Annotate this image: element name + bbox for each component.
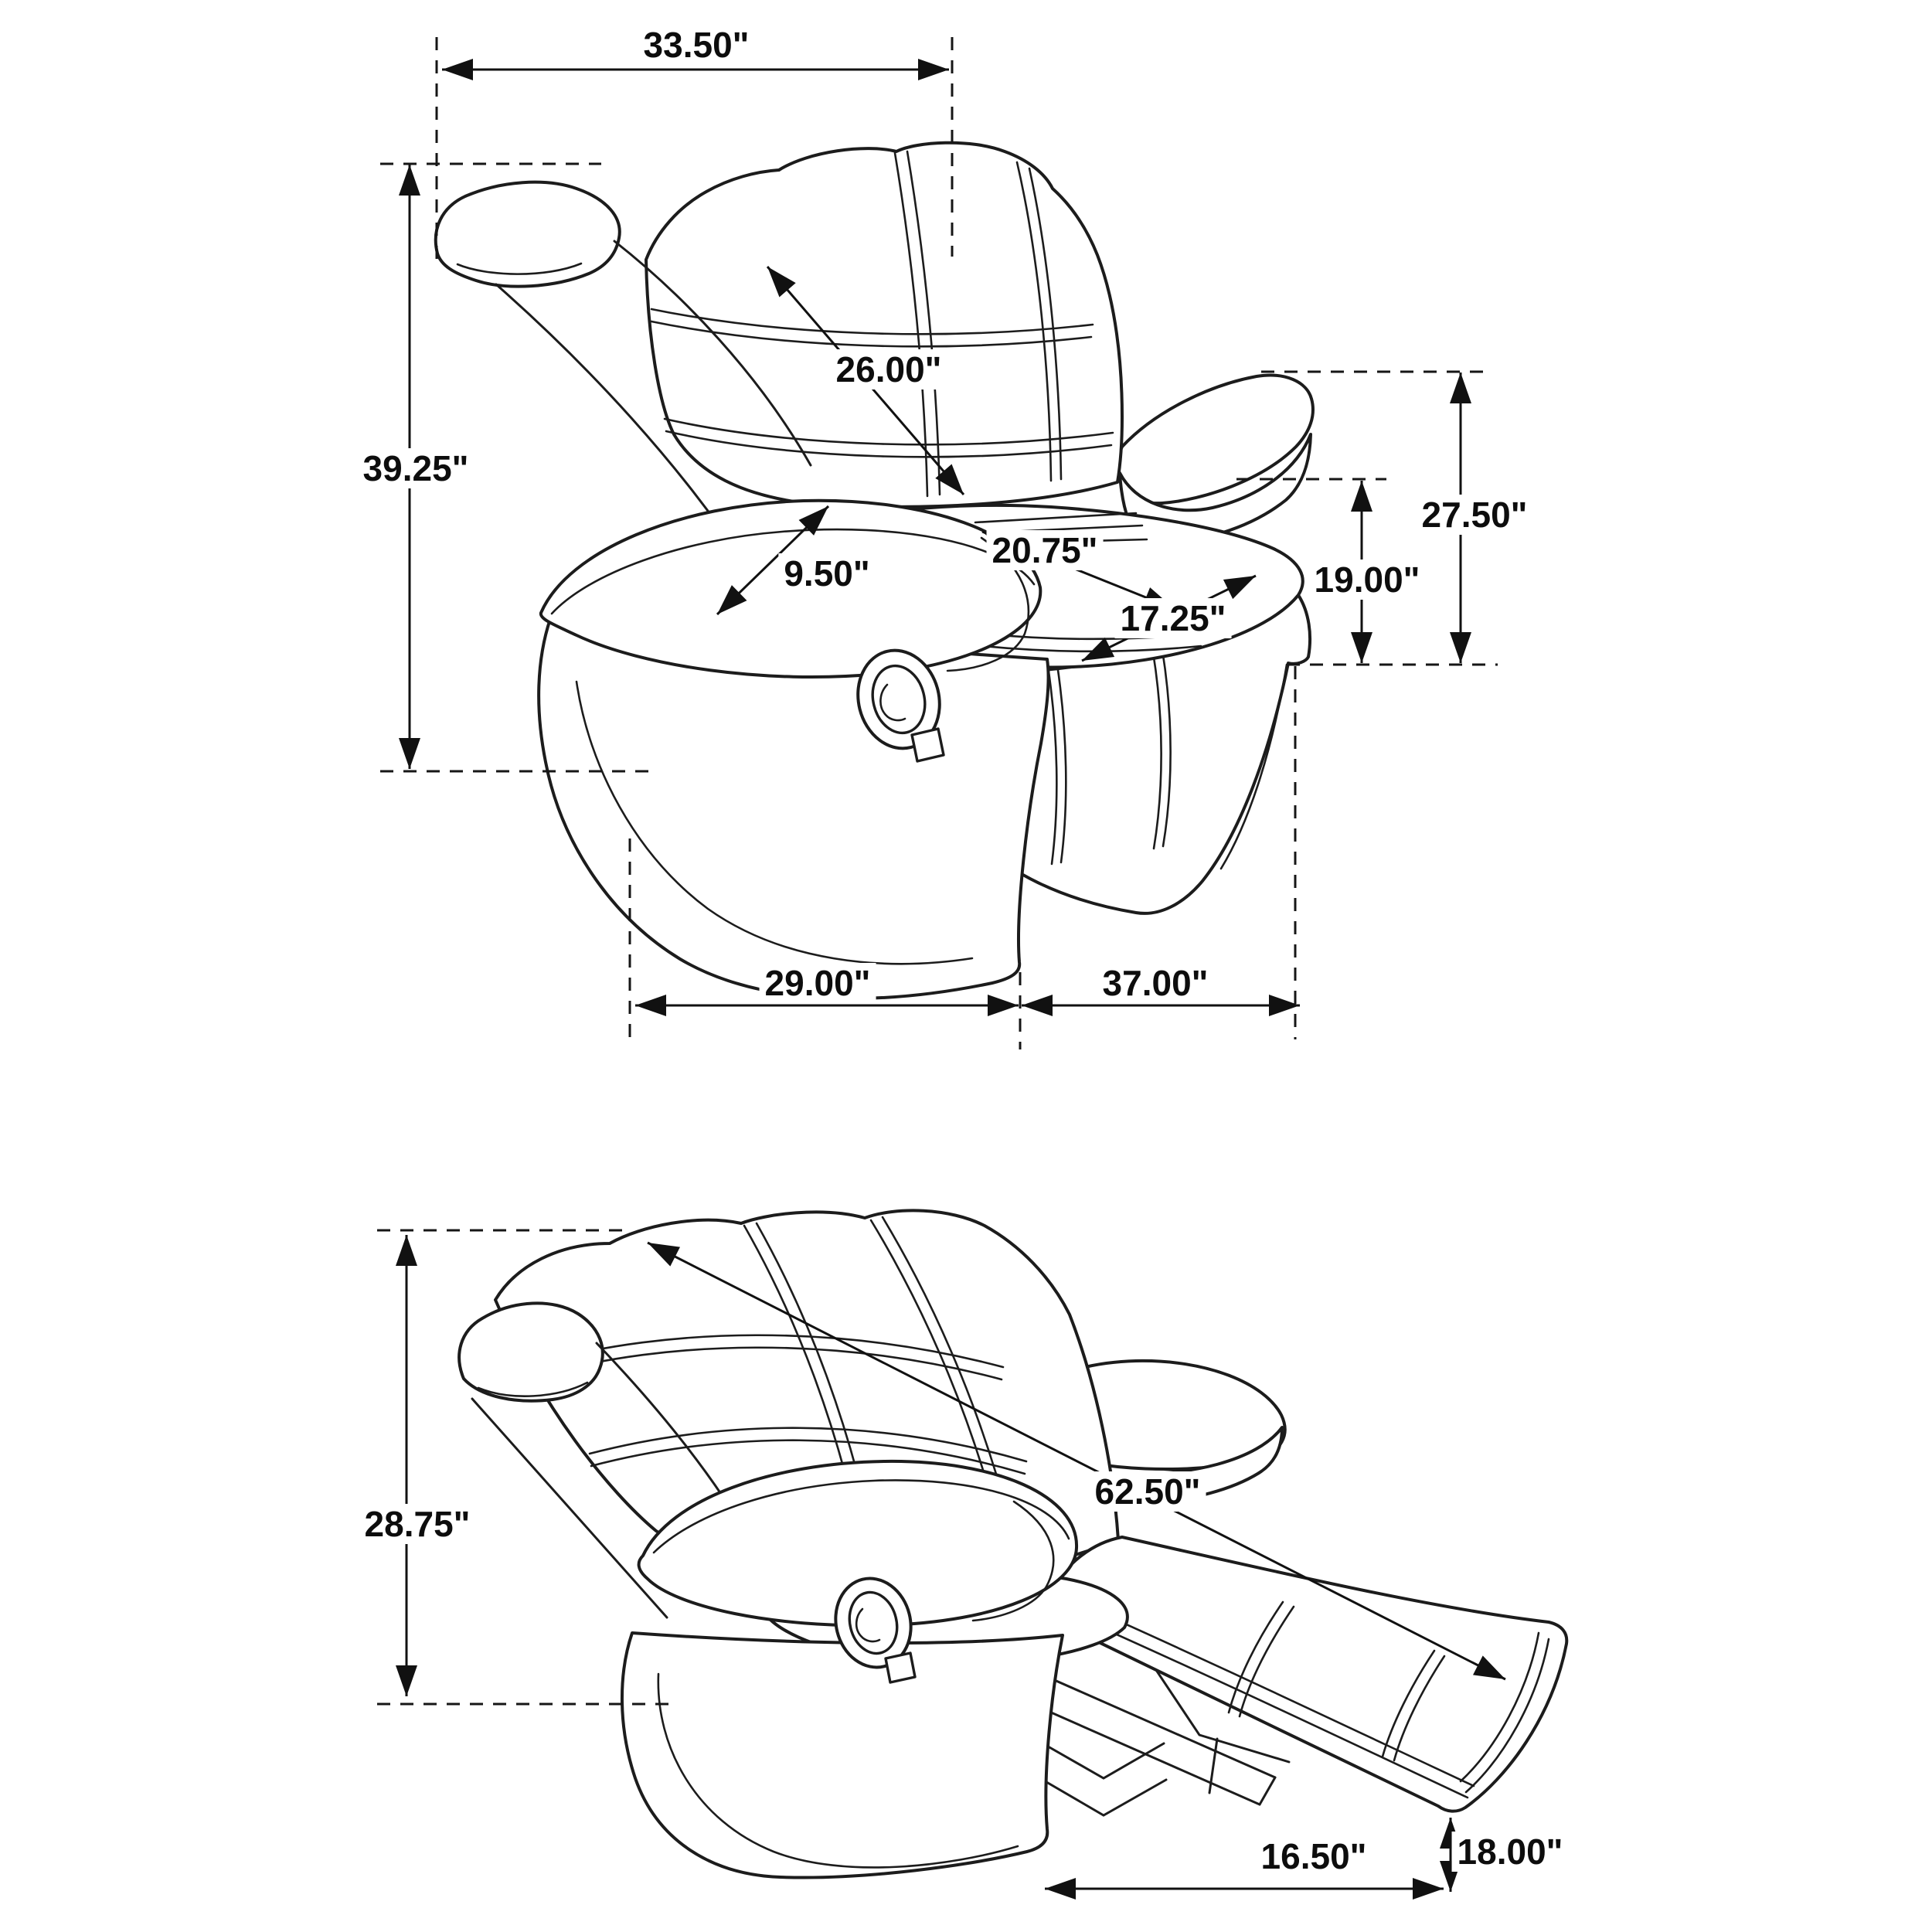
reclined-height-label: 28.75" [359,1504,476,1544]
mechanism-line [1033,1738,1164,1778]
footrest-length-label: 16.50" [1256,1836,1372,1876]
back-width-label: 26.00" [831,349,947,389]
overall-width-label: 33.50" [638,25,755,65]
seat-width-label: 20.75" [987,530,1104,570]
reclined-chair-drawing [459,1210,1566,1877]
side-depth-label: 37.00" [1097,963,1214,1003]
front-depth-label: 29.00" [760,963,876,1003]
reclined-front-base-panel [622,1633,1063,1878]
upright-left-wing-cap [436,182,620,287]
armrest-width-label: 9.50" [778,553,875,594]
seat-depth-label: 17.25" [1115,598,1232,638]
reclined-length-label: 62.50" [1090,1471,1206,1512]
armrest-height-label: 27.50" [1417,495,1533,535]
overall-height-label: 39.25" [358,448,474,488]
mechanism-line [1260,1777,1275,1804]
mechanism-line [1033,1774,1166,1815]
footrest-height-label: 18.00" [1452,1832,1569,1872]
seat-height-label: 19.00" [1309,560,1426,600]
